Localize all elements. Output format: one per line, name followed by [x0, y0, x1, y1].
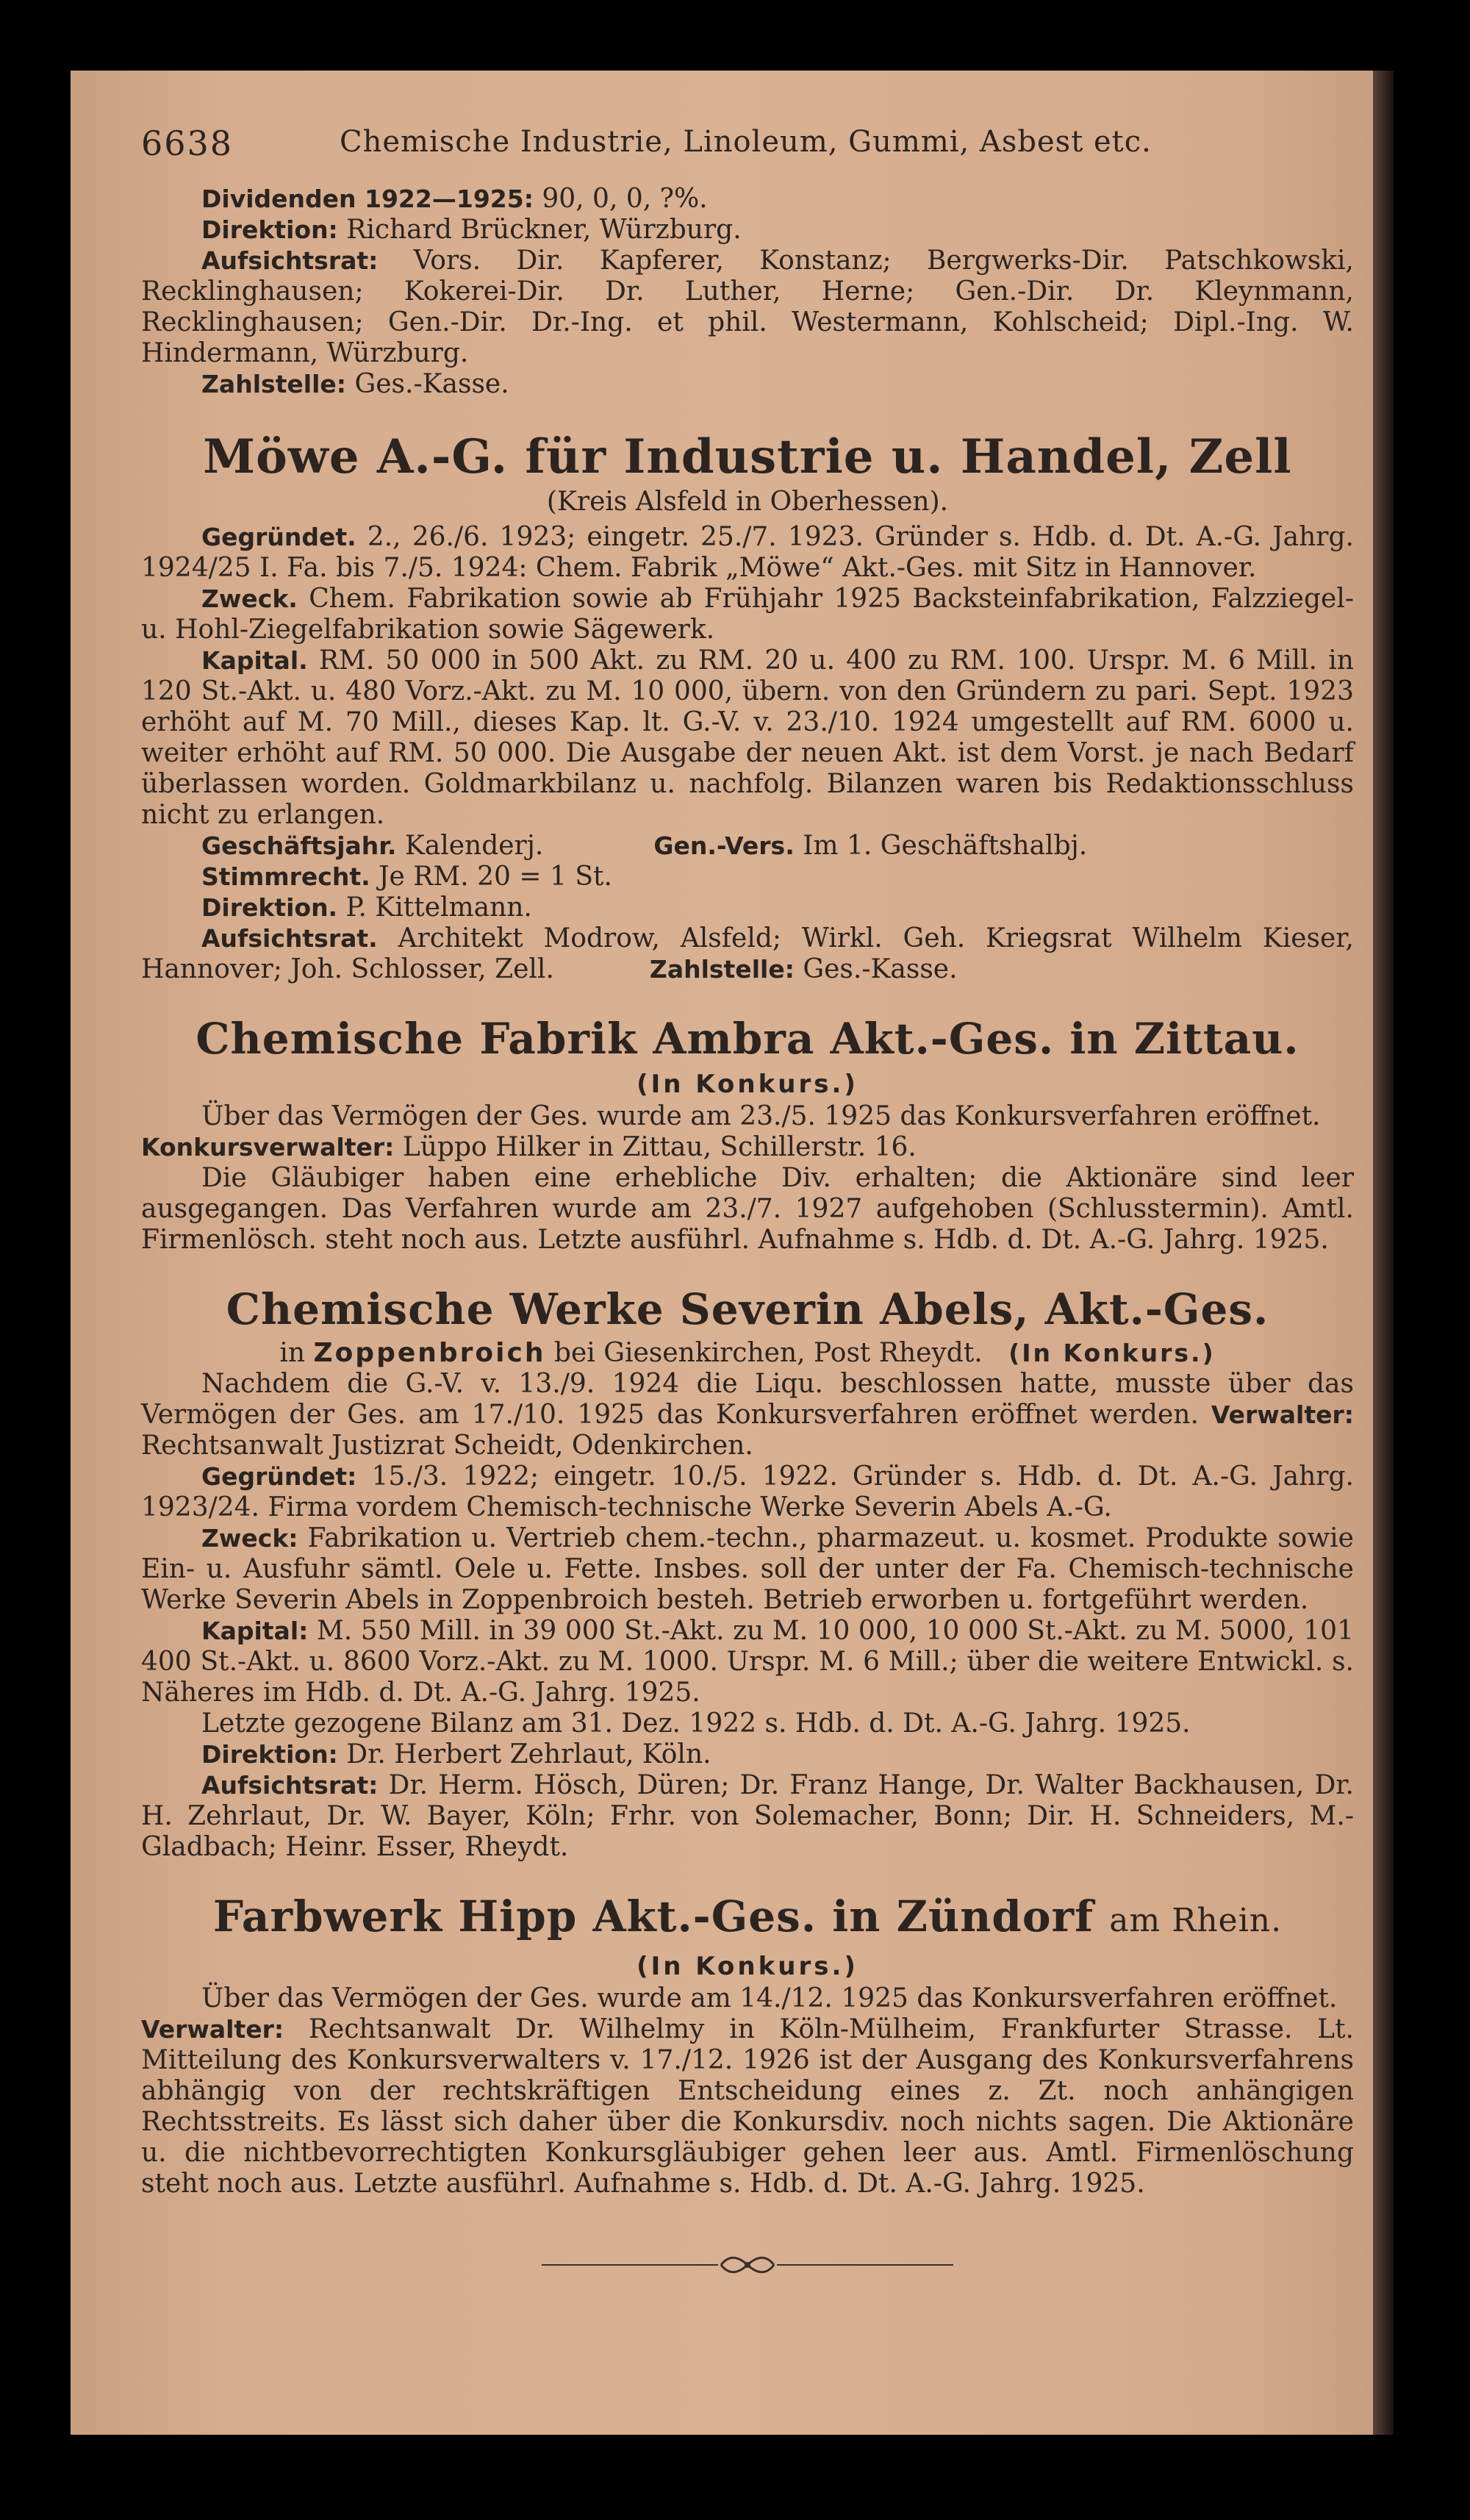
- prev-aufsichtsrat: [141, 246, 1354, 369]
- severin-bilanz: Letzte gezogene Bilanz am 31. Dez. 1922 s. Hdb. d. Dt. A.-G. Jahrg. 1925.: [201, 1708, 1191, 1739]
- label: Zahlstelle:: [649, 955, 795, 984]
- value: 90, 0, 0, ?%.: [542, 184, 708, 214]
- prev-direktion: [141, 215, 1354, 246]
- sub-place: Zoppenbroich: [313, 1338, 546, 1368]
- value: Richard Brückner, Würzburg.: [346, 215, 742, 245]
- company-subtitle-moewe: (Kreis Alsfeld in Oberhessen).: [546, 487, 949, 517]
- divider-line-right: [777, 2264, 953, 2266]
- company-title-hipp: [141, 1888, 1354, 1950]
- label: Stimmrecht.: [201, 862, 370, 891]
- ambra-verwalter: [141, 1132, 1354, 1163]
- moewe-direktion: [141, 892, 1354, 923]
- label: Kapital:: [201, 1617, 309, 1645]
- ambra-text1: Über das Vermögen der Ges. wurde am 23./5. 1925 das Konkursverfahren eröffnet.: [201, 1101, 1321, 1131]
- label: Verwalter:: [1211, 1400, 1354, 1429]
- moewe-zweck: [141, 584, 1354, 645]
- value: Kalenderj.: [404, 831, 544, 861]
- label: Verwalter:: [141, 2015, 284, 2044]
- sub-in: in: [279, 1338, 306, 1368]
- moewe-gegruendet: [141, 522, 1354, 584]
- entry-moewe: [141, 428, 1354, 985]
- book-page: [71, 71, 1394, 2435]
- page-number: 6638: [141, 124, 234, 163]
- company-title-ambra: Chemische Fabrik Ambra Akt.-Ges. in Zittau.: [196, 1014, 1299, 1064]
- value: Rechtsanwalt Justizrat Scheidt, Odenkirchen.: [141, 1431, 753, 1461]
- label: Kapital.: [201, 646, 308, 675]
- title-small: am Rhein.: [1109, 1902, 1283, 1939]
- status-hipp: (In Konkurs.): [637, 1952, 858, 1981]
- value: P. Kittelmann.: [345, 892, 532, 923]
- entry-ambra: [141, 1010, 1354, 1256]
- value: Vors. Dir. Kapferer, Konstanz; Bergwerks-Dir. Patschkowski, Recklinghausen; Kokerei-Dir. Dr. Luther, Herne; Gen.-Dir. Dr. Kleynmann, Recklinghausen; Gen.-Dir. Dr.-Ing. et phil. Westermann, Kohlscheid; Dipl.-Ing. W. Hindermann, Würzburg.: [141, 246, 1354, 368]
- severin-zweck: [141, 1523, 1354, 1616]
- label: Direktion.: [201, 893, 338, 922]
- value: Chem. Fabrikation sowie ab Frühjahr 1925 Backsteinfabrikation, Falzziegel- u. Hohl-Ziegelfabrikation sowie Sägewerk.: [141, 584, 1354, 645]
- label: Gen.-Vers.: [653, 831, 795, 860]
- company-title-moewe: Möwe A.-G. für Industrie u. Handel, Zell: [203, 429, 1292, 484]
- value: Architekt Modrow, Alsfeld; Wirkl. Geh. Kriegsrat Wilhelm Kieser, Hannover; Joh. Schlosser, Zell.: [141, 923, 1354, 984]
- page-content: [141, 103, 1354, 2276]
- label: Dividenden 1922—1925:: [201, 185, 534, 213]
- prev-dividenden: [141, 184, 1354, 215]
- entry-severin: [141, 1281, 1354, 1863]
- label: Direktion:: [201, 1740, 338, 1769]
- value: Lüppo Hilker in Zittau, Schillerstr. 16.: [402, 1132, 917, 1162]
- value: Dr. Herbert Zehrlaut, Köln.: [346, 1739, 711, 1769]
- label: Aufsichtsrat:: [201, 246, 379, 275]
- page-edge-shadow: [1373, 71, 1394, 2435]
- moewe-aufsichtsrat: [141, 923, 1354, 985]
- severin-text1: [141, 1369, 1354, 1461]
- severin-gegruendet: [141, 1461, 1354, 1523]
- value: Nachdem die G.-V. v. 13./9. 1924 die Liqu. beschlossen hatte, musste über das Vermögen der Ges. am 17./10. 1925 das Konkursverfahren eröffnet werden.: [141, 1369, 1354, 1430]
- prev-zahlstelle: [141, 369, 1354, 400]
- moewe-kapital: [141, 645, 1354, 831]
- value: M. 550 Mill. in 39 000 St.-Akt. zu M. 10 000, 10 000 St.-Akt. zu M. 5000, 101 400 St.-Akt. u. 8600 Vorz.-Akt. zu M. 1000. Urspr. M. 6 Mill.; über die weitere Entwickl. s. Näheres im Hdb. d. Dt. A.-G. Jahrg. 1925.: [141, 1616, 1354, 1708]
- ambra-text2: Die Gläubiger haben eine erhebliche Div. erhalten; die Aktionäre sind leer ausgegangen. Das Verfahren wurde am 23./7. 1927 aufgehoben (Schlusstermin). Amtl. Firmenlösch. steht noch aus. Letzte ausführl. Aufnahme s. Hdb. d. Dt. A.-G. Jahrg. 1925.: [141, 1163, 1354, 1255]
- value: 15./3. 1922; eingetr. 10./5. 1922. Gründer s. Hdb. d. Dt. A.-G. Jahrg. 1923/24. Firma vordem Chemisch-technische Werke Severin Abels A.-G.: [141, 1461, 1354, 1522]
- severin-direktion: [141, 1739, 1354, 1770]
- sub-rest: bei Giesenkirchen, Post Rheydt.: [553, 1338, 983, 1368]
- label: Aufsichtsrat.: [201, 924, 378, 953]
- ornament-icon: [718, 2254, 777, 2276]
- label: Zweck:: [201, 1524, 298, 1553]
- value: Fabrikation u. Vertrieb chem.-techn., pharmazeut. u. kosmet. Produkte sowie Ein- u. Ausfuhr sämtl. Oele u. Fette. Insbes. soll der unter der Fa. Chemisch-technische Werke Severin Abels in Zoppenbroich besteh. Betrieb erworben u. fortgeführt werden.: [141, 1523, 1354, 1615]
- hipp-verwalter: [141, 2014, 1354, 2199]
- company-title-severin: Chemische Werke Severin Abels, Akt.-Ges.: [226, 1284, 1269, 1334]
- label: Zahlstelle:: [201, 370, 347, 398]
- prev-entry: [141, 184, 1354, 400]
- entry-hipp: [141, 1888, 1354, 2199]
- moewe-geschaeftsjahr: [141, 831, 1354, 862]
- moewe-stimmrecht: [141, 862, 1354, 892]
- divider-line-left: [542, 2264, 718, 2266]
- value: Rechtsanwalt Dr. Wilhelmy in Köln-Mülheim, Frankfurter Strasse. Lt. Mitteilung des Konkursverwalters v. 17./12. 1926 ist der Ausgang des Konkursverfahrens abhängig von der rechtskräftigen Entscheidung eines z. Zt. noch anhängigen Rechtsstreits. Es lässt sich daher über die Konkursdiv. noch nichts sagen. Die Aktionäre u. die nichtbevorrechtigten Konkursgläubiger gehen leer aus. Amtl. Firmenlöschung steht noch aus. Letzte ausführl. Aufnahme s. Hdb. d. Dt. A.-G. Jahrg. 1925.: [141, 2014, 1354, 2199]
- label: Zweck.: [201, 584, 298, 613]
- severin-kapital: [141, 1616, 1354, 1708]
- value: Dr. Herm. Hösch, Düren; Dr. Franz Hange, Dr. Walter Backhausen, Dr. H. Zehrlaut, Dr. W. Bayer, Köln; Frhr. von Solemacher, Bonn; Dir. H. Schneiders, M.-Gladbach; Heinr. Esser, Rheydt.: [141, 1770, 1354, 1862]
- severin-aufsichtsrat: [141, 1770, 1354, 1863]
- label: Aufsichtsrat:: [201, 1771, 379, 1800]
- value: 2., 26./6. 1923; eingetr. 25./7. 1923. Gründer s. Hdb. d. Dt. A.-G. Jahrg. 1924/25 I. Fa. bis 7./5. 1924: Chem. Fabrik „Möwe“ Akt.-Ges. mit Sitz in Hannover.: [141, 522, 1354, 583]
- label: Konkursverwalter:: [141, 1133, 395, 1161]
- value: Ges.-Kasse.: [354, 369, 509, 399]
- value: Ges.-Kasse.: [803, 954, 958, 984]
- company-subtitle-severin: [141, 1338, 1354, 1369]
- ornament-divider: [542, 2254, 953, 2276]
- label: Direktion:: [201, 215, 338, 244]
- label: Geschäftsjahr.: [201, 831, 397, 860]
- value: RM. 50 000 in 500 Akt. zu RM. 20 u. 400 zu RM. 100. Urspr. M. 6 Mill. in 120 St.-Akt. u. 480 Vorz.-Akt. zu M. 10 000, übern. von den Gründern zu pari. Sept. 1923 erhöht auf M. 70 Mill., dieses Kap. lt. G.-V. v. 23./10. 1924 umgestellt auf RM. 6000 u. weiter erhöht auf RM. 50 000. Die Ausgabe der neuen Akt. ist dem Vorst. je nach Bedarf überlassen worden. Goldmarkbilanz u. nachfolg. Bilanzen waren bis Redaktionsschluss nicht zu erlangen.: [141, 645, 1354, 830]
- label: Gegründet.: [201, 523, 356, 551]
- title-main: Farbwerk Hipp Akt.-Ges. in Zündorf: [212, 1891, 1094, 1941]
- status-severin: (In Konkurs.): [1008, 1339, 1216, 1367]
- page-header: [141, 103, 1354, 173]
- label: Gegründet:: [201, 1462, 357, 1491]
- hipp-text1: Über das Vermögen der Ges. wurde am 14./12. 1925 das Konkursverfahren eröffnet.: [201, 1983, 1338, 2014]
- running-title: Chemische Industrie, Linoleum, Gummi, Asbest etc.: [340, 125, 1152, 159]
- value: Im 1. Geschäftshalbj.: [803, 831, 1088, 861]
- status-ambra: (In Konkurs.): [637, 1070, 858, 1099]
- value: Je RM. 20 = 1 St.: [379, 862, 612, 892]
